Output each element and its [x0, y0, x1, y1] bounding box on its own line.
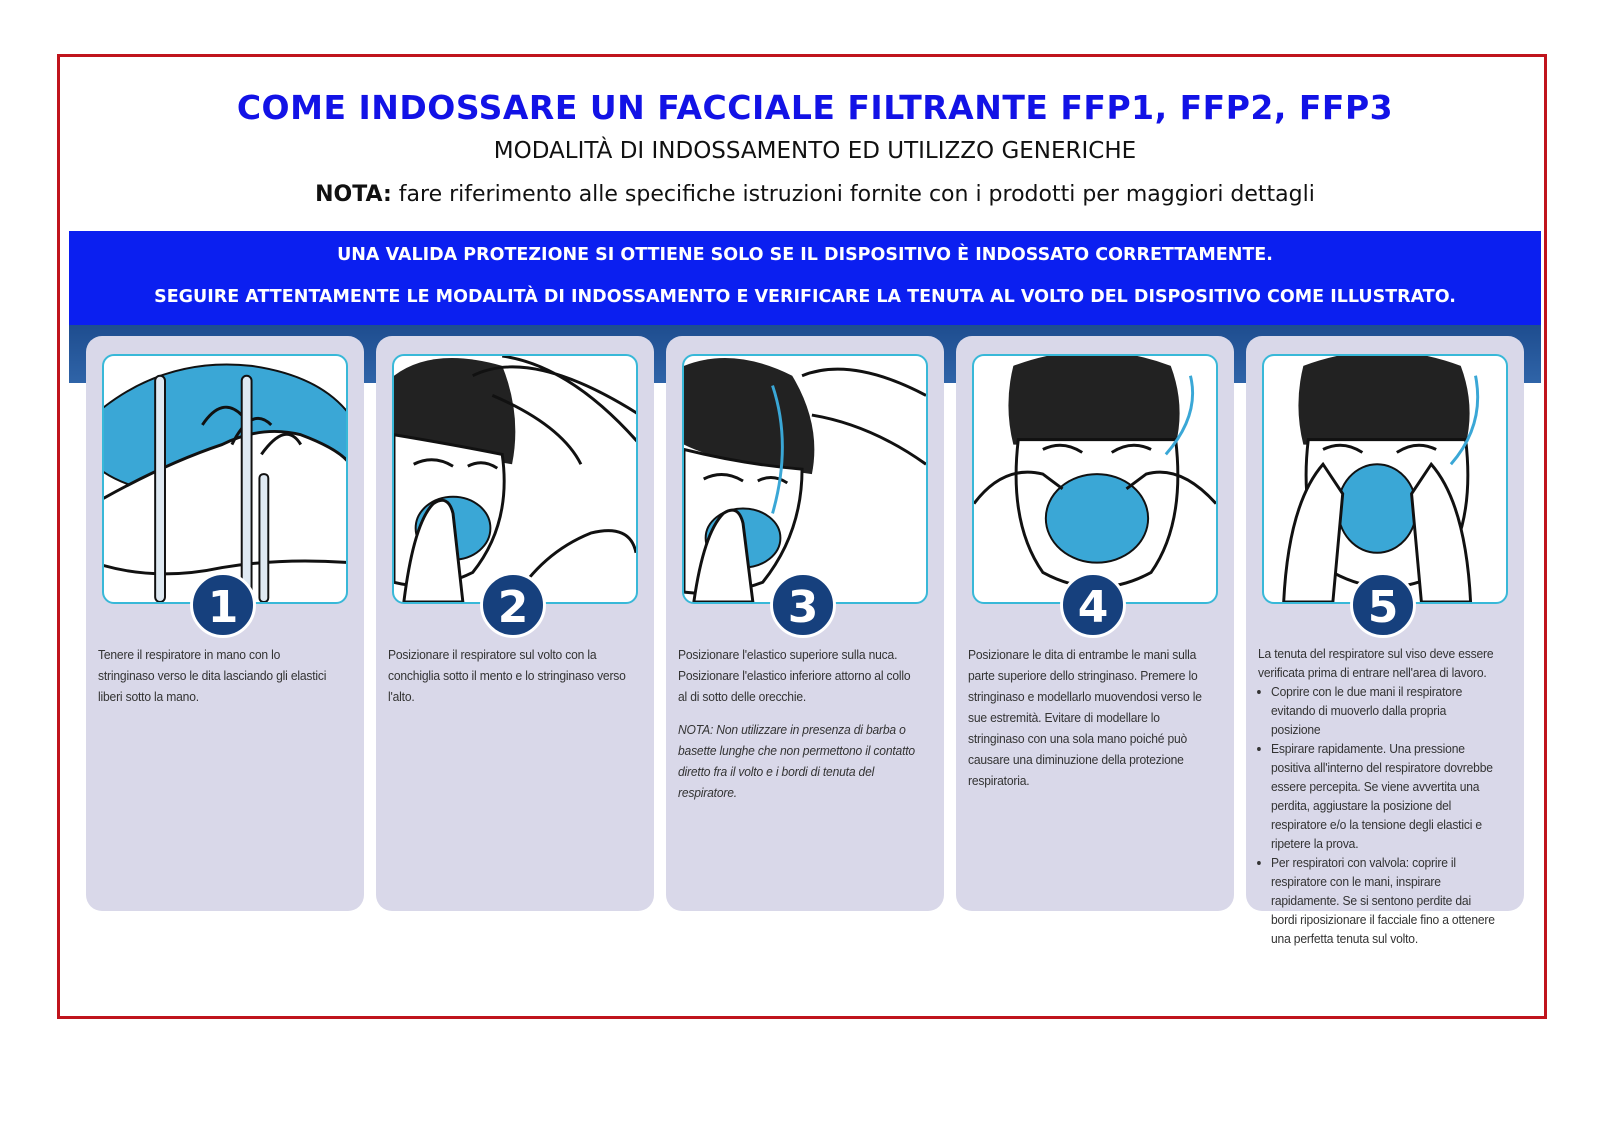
note-label: NOTA: [315, 182, 392, 207]
step-description: Posizionare le dita di entrambe le mani sulla parte superiore dello stringinaso. Premere lo stringinaso e modellarlo muovendosi verso le sue estremità. Evitare di modellare lo stringinaso con una sola mano poiché può causare una diminuzione della protezione respiratoria. [968, 647, 1202, 788]
step-description: Tenere il respiratore in mano con lo stringinaso verso le dita lasciando gli elastici liberi sotto la mano. [98, 647, 327, 704]
list-item: • Per respiratori con valvola: coprire il respiratore con le mani, inspirare rapidamente. Se si sentono perdite dai bordi riposizionare il facciale fino a ottenere una perfetta tenuta sul volto. [1271, 853, 1498, 948]
step-text [98, 644, 338, 707]
step-illustration-4 [972, 354, 1218, 604]
note-line [0, 182, 1600, 207]
list-item: • Espirare rapidamente. Una pressione positiva all'interno del respiratore dovrebbe essere percepita. Se viene avvertita una perdita, aggiustare la posizione del respiratore e/o la tensione degli elastici e ripetere la prova. [1271, 739, 1498, 853]
step-illustration-2 [392, 354, 638, 604]
step-description: Posizionare l'elastico superiore sulla nuca. Posizionare l'elastico inferiore attorno al collo al di sotto delle orecchie. [678, 647, 911, 704]
step-number-badge: 1 [190, 572, 256, 638]
list-item: • Coprire con le due mani il respiratore evitando di muoverlo dalla propria posizione [1271, 682, 1498, 739]
step-text [968, 644, 1208, 791]
warning-banner [69, 231, 1541, 325]
step-text [1258, 644, 1498, 948]
step-description: Posizionare il respiratore sul volto con la conchiglia sotto il mento e lo stringinaso verso l'alto. [388, 647, 626, 704]
page-subtitle: MODALITÀ DI INDOSSAMENTO ED UTILIZZO GENERICHE [493, 138, 1137, 164]
step-number-badge: 5 [1350, 572, 1416, 638]
banner-line-1: UNA VALIDA PROTEZIONE SI OTTIENE SOLO SE IL DISPOSITIVO È INDOSSATO CORRETTAMENTE. [337, 245, 1273, 265]
step-number-badge: 4 [1060, 572, 1126, 638]
step-card-3 [666, 336, 944, 911]
person-molding-nosepiece-icon [974, 356, 1216, 602]
person-adjusting-elastic-icon [684, 356, 926, 602]
step-illustration-1 [102, 354, 348, 604]
hand-holding-mask-icon [104, 356, 346, 602]
step-number-badge: 2 [480, 572, 546, 638]
step-card-5 [1246, 336, 1524, 946]
banner-line-2: SEGUIRE ATTENTAMENTE LE MODALITÀ DI INDOSSAMENTO E VERIFICARE LA TENUTA AL VOLTO DEL DISPOSITIVO COME ILLUSTRATO. [154, 287, 1456, 307]
person-checking-seal-icon [1264, 356, 1506, 602]
step-note: NOTA: Non utilizzare in presenza di barba o basette lunghe che non permettono il contatto diretto fra il volto e i bordi di tenuta del respiratore. [678, 722, 915, 800]
step-card-2 [376, 336, 654, 911]
step-description: La tenuta del respiratore sul viso deve essere verificata prima di entrare nell'area di lavoro. [1258, 646, 1494, 680]
step-text [678, 644, 918, 803]
note-text: fare riferimento alle specifiche istruzioni fornite con i prodotti per maggiori dettagli [391, 182, 1315, 207]
person-positioning-mask-icon [394, 356, 636, 602]
page-title: COME INDOSSARE UN FACCIALE FILTRANTE FFP1, FFP2, FFP3 [236, 88, 1394, 127]
step-illustration-5 [1262, 354, 1508, 604]
step-card-4 [956, 336, 1234, 911]
step-card-1 [86, 336, 364, 911]
step-illustration-3 [682, 354, 928, 604]
step-text [388, 644, 628, 707]
step-bullet-list [1258, 682, 1498, 948]
step-number-badge: 3 [770, 572, 836, 638]
